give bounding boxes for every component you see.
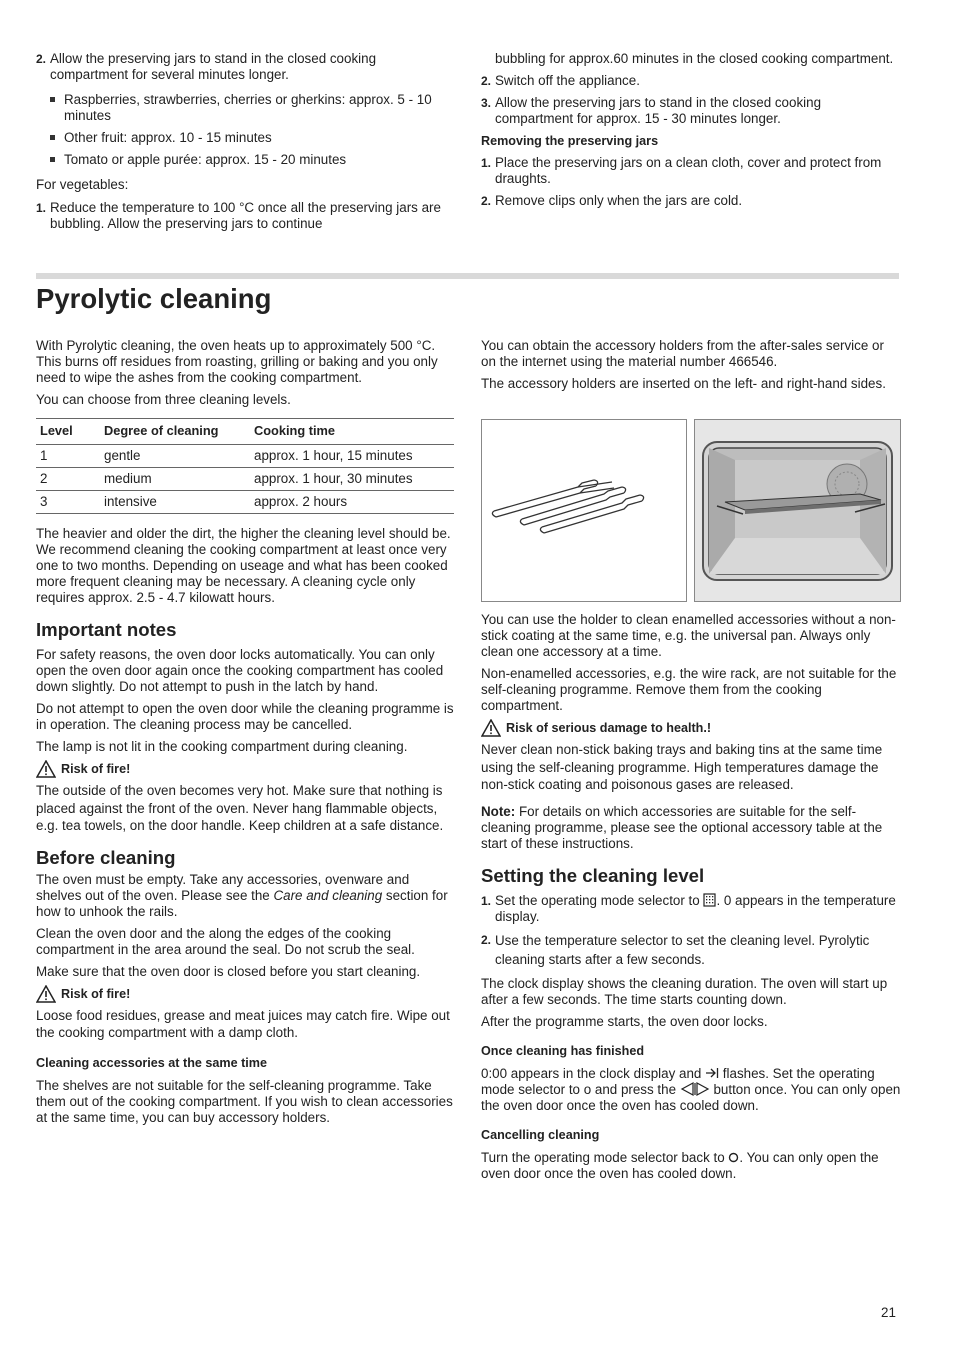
holders-paragraph: You can obtain the accessory holders from the after-sales service or on the internet using the material number 466546. [481,338,884,369]
right-column [481,338,901,392]
text-run: . 0 appears in the temperature display. [495,892,896,924]
text-run: . You can only open the oven door once the oven has cooled down. [481,1149,879,1181]
step-number: 1. [36,201,47,215]
once-finished-paragraph [481,1066,901,1114]
warning-triangle-icon [36,760,56,778]
table-cell: 1 [36,445,100,468]
table-row [36,491,454,514]
text-run: Turn the operating mode selector back to [481,1149,729,1165]
table-cell: 2 [36,468,100,491]
step-number: 2. [481,194,492,208]
accessory-holder-image [481,419,687,602]
important-paragraph: Do not attempt to open the oven door while the cleaning programme is in operation. The cleaning process may be cancelled. [36,701,454,732]
text-run: flashes. Set the operating mode selector to o and press the [481,1065,875,1097]
important-paragraph: The lamp is not lit in the cooking compartment during cleaning. [36,739,408,754]
warning-heading [36,985,456,1003]
step-number: 3. [481,96,492,110]
before-paragraph: Make sure that the oven door is closed before you start cleaning. [36,963,421,979]
left-right-button-icon [680,1082,710,1096]
section-title: Pyrolytic cleaning [36,283,272,314]
remove-step-2 [481,193,899,209]
veg-step-1 [36,200,456,232]
table-row [36,468,454,491]
left-column [36,338,456,1126]
oven-interior-illustration [695,420,900,601]
note-text: For details on which accessories are suitable for the self-cleaning programme, please see the optional accessory table at the start of these instructions. [481,803,883,851]
table-row [36,445,454,468]
step-number: 2. [481,74,492,88]
once-finished-heading: Once cleaning has finished [481,1043,645,1058]
bullet-text: Other fruit: approx. 10 - 15 minutes [64,130,272,145]
warning-title: Risk of fire! [61,762,131,776]
bullet-text: Tomato or apple purée: approx. 15 - 20 minutes [64,152,347,167]
cancelling-paragraph [481,1150,901,1182]
text-run: section for how to unhook the rails. [36,887,448,919]
removing-jars-heading: Removing the preserving jars [481,134,659,148]
step-text: Remove clips only when the jars are cold. [495,193,743,208]
non-enamelled-paragraph: Non-enamelled accessories, e.g. the wire rack, are not suitable for the self-cleaning programme. Remove them from the cooking compartment. [481,666,897,713]
warning-heading [481,719,901,737]
step-number: 1. [481,156,492,170]
accessory-holder-illustration [482,420,686,601]
col-header-degree: Degree of cleaning [100,419,250,445]
warning-text: The outside of the oven becomes very hot. Make sure that nothing is placed against the front of the oven. Never hang flammable objects, e.g. tea towels, on the door handle. Keep children at a safe distance. [36,783,444,833]
step-number: 2. [36,52,47,66]
note-paragraph [481,804,901,852]
warning-title: Risk of serious damage to health.! [506,721,712,735]
remove-step-1 [481,155,899,187]
top-left-column [36,51,456,232]
warning-text: Never clean non-stick baking trays and baking tins at the same time using the self-cleaning programme. High temperatures damage the non-stick coating and poisonous gases are released. [481,742,883,792]
table-header-row [36,419,454,445]
italic-reference: Care and cleaning [273,887,383,903]
setting-level-heading: Setting the cleaning level [481,864,705,886]
accessories-heading: Cleaning accessories at the same time [36,1055,267,1070]
clock-paragraph: The clock display shows the cleaning duration. The oven will start up after a few seconds. The time starts counting down. [481,975,888,1007]
preserve-step-3 [481,95,899,127]
table-cell: approx. 1 hour, 15 minutes [250,445,454,468]
text-run: The oven must be empty. Take any accessories, ovenware and shelves out of the oven. Please see the [36,871,410,903]
table-cell: medium [100,468,250,491]
intro-paragraph: With Pyrolytic cleaning, the oven heats up to approximately 500 °C. This burns off residues from roasting, grilling or baking and you only need to wipe the ashes from the cooking compartment. [36,338,438,385]
step-text: Place the preserving jars on a clean cloth, cover and protect from draughts. [495,155,882,186]
step-text: Allow the preserving jars to stand in the closed cooking compartment for approx. 15 - 30 minutes longer. [495,95,822,126]
levels-intro: You can choose from three cleaning levels. [36,392,291,407]
step-text: Allow the preserving jars to stand in the closed cooking compartment for several minutes longer. [50,51,377,82]
col-header-level: Level [36,419,100,445]
step-number: 1. [481,893,492,908]
cleaning-levels-table [36,418,454,514]
text-run: 0:00 appears in the clock display and [481,1065,706,1081]
section-divider [36,273,899,279]
step-number: 2. [481,932,492,947]
warning-triangle-icon [481,719,501,737]
note-label: Note: [481,803,516,819]
bullet-item [36,130,456,146]
right-column-lower [481,612,901,1182]
important-notes-heading: Important notes [36,619,177,640]
step-text: Switch off the appliance. [495,73,640,88]
end-arrow-icon [705,1067,719,1079]
table-cell: approx. 2 hours [250,491,454,514]
warning-text: Loose food residues, grease and meat juices may catch fire. Wipe out the cooking compartment with a damp cloth. [36,1007,450,1040]
page-number: 21 [881,1305,896,1320]
continued-text: bubbling for approx.60 minutes in the closed cooking compartment. [495,51,894,66]
text-run: button once. You can only open the oven door once the oven has cooled down. [481,1081,901,1113]
step-text: Reduce the temperature to 100 °C once all the preserving jars are bubbling. Allow the preserving jars to continue [50,200,441,231]
oven-interior-image [694,419,901,602]
bullet-item [36,92,456,124]
table-cell: gentle [100,445,250,468]
text-run: Set the operating mode selector to [495,892,704,908]
holders-usage-paragraph: You can use the holder to clean enamelled accessories without a non-stick coating at the same time, e.g. the universal pan. Always only clean one accessory at a time. [481,612,896,659]
warning-title: Risk of fire! [61,986,131,1001]
pyrolysis-mode-icon [703,893,716,907]
bullet-item [36,152,456,168]
col-header-time: Cooking time [250,419,454,445]
top-right-column [481,51,899,209]
warning-triangle-icon [36,985,56,1003]
vegetables-label: For vegetables: [36,177,129,192]
bullet-text: Raspberries, strawberries, cherries or gherkins: approx. 5 - 10 minutes [64,92,432,123]
table-cell: approx. 1 hour, 30 minutes [250,468,454,491]
table-cell: 3 [36,491,100,514]
off-position-icon [728,1152,739,1163]
dirt-level-paragraph: The heavier and older the dirt, the higher the cleaning level should be. We recommend cleaning the cooking compartment at least once very one to two months. Depending on useage and what has been cooked more frequent cleaning may be necessary. A cleaning cycle only requires approx. 2.5 - 4.7 kilowatt hours. [36,526,451,605]
important-paragraph: For safety reasons, the oven door locks automatically. You can only open the oven door again once the cooking compartment has cooled down slightly. Do not attempt to push in the latch by hand. [36,647,444,694]
door-locks-paragraph: After the programme starts, the oven door locks. [481,1013,768,1029]
cancelling-heading: Cancelling cleaning [481,1127,600,1142]
before-paragraph: Clean the oven door and the along the edges of the cooking compartment in the area around the seal. Do not scrub the seal. [36,925,415,957]
holders-paragraph: The accessory holders are inserted on the left- and right-hand sides. [481,376,886,391]
before-cleaning-heading: Before cleaning [36,846,176,868]
before-paragraph [36,872,456,920]
table-cell: intensive [100,491,250,514]
warning-heading [36,760,456,778]
accessories-paragraph: The shelves are not suitable for the self-cleaning programme. Take them out of the cooking compartment. If you wish to clean accessories at the same time, you can buy accessory holders. [36,1077,453,1125]
preserve-step-2 [36,51,456,83]
setting-step-1 [481,893,901,925]
step-text: Use the temperature selector to set the cleaning level. Pyrolytic cleaning starts after a few seconds. [495,932,870,967]
preserve-step-2b [481,73,899,89]
setting-step-2 [481,931,901,969]
